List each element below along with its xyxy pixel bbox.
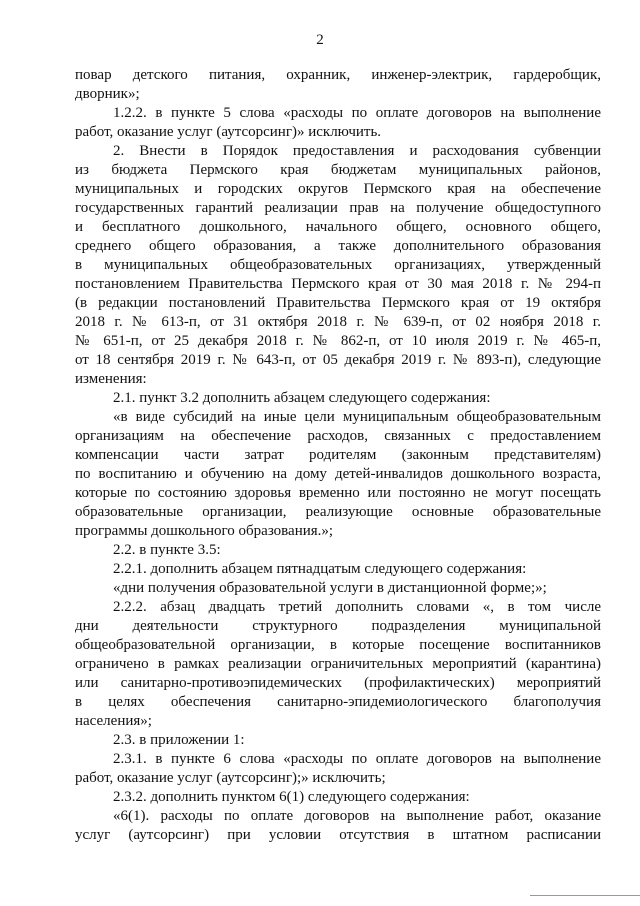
text-line: «в виде субсидий на иные цели муниципальным общеобразовательным xyxy=(113,409,601,425)
text-line: дворник»; xyxy=(75,86,140,102)
text-line: 2.1. пункт 3.2 дополнить абзацем следующего содержания: xyxy=(113,390,491,406)
page-number: 2 xyxy=(316,32,324,48)
text-line: в целях обеспечения санитарно-эпидемиологического благополучия xyxy=(75,694,601,710)
text-line: 2.3.1. в пункте 6 слова «расходы по оплате договоров на выполнение xyxy=(113,751,601,767)
text-line: (в редакции постановлений Правительства Пермского края от 19 октября xyxy=(75,295,601,311)
text-line: в муниципальных общеобразовательных организациях, утвержденный xyxy=(75,257,601,273)
text-line: образовательные организации, реализующие основные образовательные xyxy=(75,504,601,520)
text-line: общеобразовательной организации, в которые посещение воспитанников xyxy=(75,637,601,653)
text-line: 2.3.2. дополнить пунктом 6(1) следующего содержания: xyxy=(113,789,470,805)
text-line: государственных гарантий реализации прав на получение общедоступного xyxy=(75,200,601,216)
text-line: услуг (аутсорсинг) при условии отсутствия в штатном расписании xyxy=(75,827,601,843)
text-line: повар детского питания, охранник, инженер-электрик, гардеробщик, xyxy=(75,67,601,83)
text-line: 2.2.1. дополнить абзацем пятнадцатым следующего содержания: xyxy=(113,561,527,577)
text-line: «6(1). расходы по оплате договоров на выполнение работ, оказание xyxy=(113,808,601,824)
text-line: из бюджета Пермского края бюджетам муниципальных районов, xyxy=(75,162,601,178)
text-line: компенсации части затрат родителям (законным представителям) xyxy=(75,447,601,463)
text-line: населения»; xyxy=(75,713,152,729)
text-line: программы дошкольного образования.»; xyxy=(75,523,334,539)
text-line: 2.2.2. абзац двадцать третий дополнить словами «, в том числе xyxy=(113,599,601,615)
text-line: дни деятельности структурного подразделения муниципальной xyxy=(75,618,601,634)
text-line: или санитарно-противоэпидемических (профилактических) мероприятий xyxy=(75,675,601,691)
text-line: изменения: xyxy=(75,371,147,387)
text-line: 2.2. в пункте 3.5: xyxy=(113,542,221,558)
text-line: которые по состоянию здоровья временно или постоянно не могут посещать xyxy=(75,485,601,501)
text-line: работ, оказание услуг (аутсорсинг);» исключить; xyxy=(75,770,386,786)
text-line: по воспитанию и обучению на дому детей-инвалидов дошкольного возраста, xyxy=(75,466,601,482)
text-line: среднего общего образования, а также дополнительного образования xyxy=(75,238,601,254)
text-line: 1.2.2. в пункте 5 слова «расходы по оплате договоров на выполнение xyxy=(113,105,601,121)
text-line: «дни получения образовательной услуги в дистанционной форме;»; xyxy=(113,580,547,596)
scan-edge xyxy=(530,895,640,906)
text-line: и бесплатного дошкольного, начального общего, основного общего, xyxy=(75,219,601,235)
text-line: № 651-п, от 25 декабря 2018 г. № 862-п, от 10 июля 2019 г. № 465-п, xyxy=(75,333,601,349)
text-line: 2. Внести в Порядок предоставления и расходования субвенции xyxy=(113,143,601,159)
text-line: от 18 сентября 2019 г. № 643-п, от 05 декабря 2019 г. № 893-п), следующие xyxy=(75,352,601,368)
text-line: 2018 г. № 613-п, от 31 октября 2018 г. № 639-п, от 02 ноября 2018 г. xyxy=(75,314,601,330)
text-line: организациям на обеспечение расходов, связанных с предоставлением xyxy=(75,428,601,444)
text-line: муниципальных и городских округов Пермского края на обеспечение xyxy=(75,181,601,197)
text-line: 2.3. в приложении 1: xyxy=(113,732,245,748)
text-line: постановлением Правительства Пермского края от 30 мая 2018 г. № 294-п xyxy=(75,276,601,292)
text-line: работ, оказание услуг (аутсорсинг)» исключить. xyxy=(75,124,382,140)
text-line: ограничено в рамках реализации ограничительных мероприятий (карантина) xyxy=(75,656,601,672)
